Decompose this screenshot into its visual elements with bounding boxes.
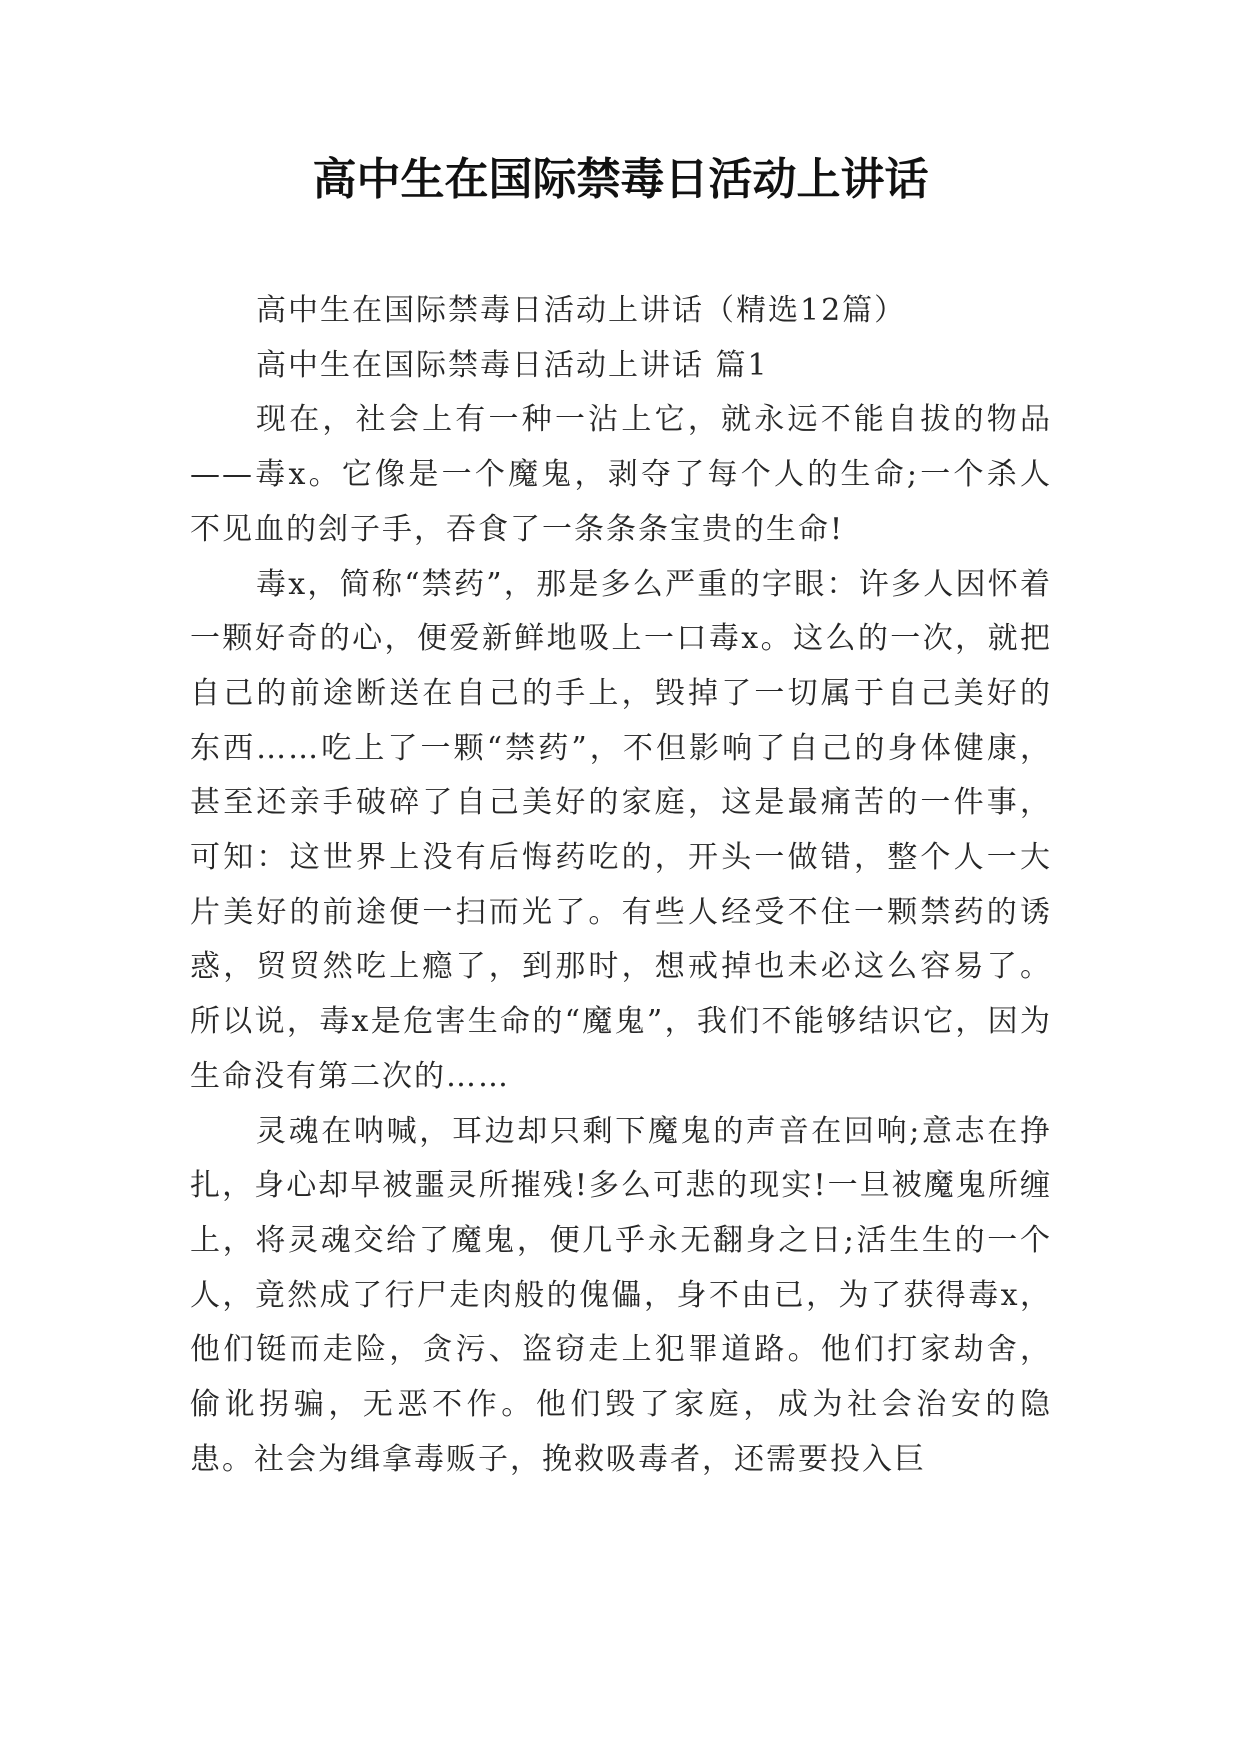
- paragraph-section-heading: 高中生在国际禁毒日活动上讲话 篇1: [256, 347, 769, 383]
- document-title: 高中生在国际禁毒日活动上讲话: [312, 154, 929, 205]
- paragraph: 毒x，简称“禁药”，那是多么严重的字眼：许多人因怀着一颗好奇的心，便爱新鲜地吸上一口毒x。这么的一次，就把自己的前途断送在自己的手上，毁掉了一切属于自己美好的东西……吃上了一颗“禁药”，不但影响了自己的身体健康，甚至还亲手破碎了自己美好的家庭，这是最痛苦的一件事，可知：这世界上没有后悔药吃的，开头一做错，整个人一大片美好的前途便一扫而光了。有些人经受不住一颗禁药的诱惑，贸贸然吃上瘾了，到那时，想戒掉也未必这么容易了。所以说，毒x是危害生命的“魔鬼”，我们不能够结识它，因为生命没有第二次的……: [190, 566, 1052, 1094]
- document-body: [190, 284, 1052, 1487]
- paragraph-subtitle: 高中生在国际禁毒日活动上讲话（精选12篇）: [256, 293, 907, 328]
- paragraph: 现在，社会上有一种一沾上它，就永远不能自拔的物品——毒x。它像是一个魔鬼，剥夺了每个人的生命;一个杀人不见血的刽子手，吞食了一条条条宝贵的生命!: [190, 402, 1052, 547]
- paragraph: 灵魂在呐喊，耳边却只剩下魔鬼的声音在回响;意志在挣扎，身心却早被噩灵所摧残!多么可悲的现实!一旦被魔鬼所缠上，将灵魂交给了魔鬼，便几乎永无翻身之日;活生生的一个人，竟然成了行尸走肉般的傀儡，身不由已，为了获得毒x，他们铤而走险，贪污、盗窃走上犯罪道路。他们打家劫舍，偷讹拐骗，无恶不作。他们毁了家庭，成为社会治安的隐患。社会为缉拿毒贩子，挽救吸毒者，还需要投入巨: [190, 1113, 1052, 1477]
